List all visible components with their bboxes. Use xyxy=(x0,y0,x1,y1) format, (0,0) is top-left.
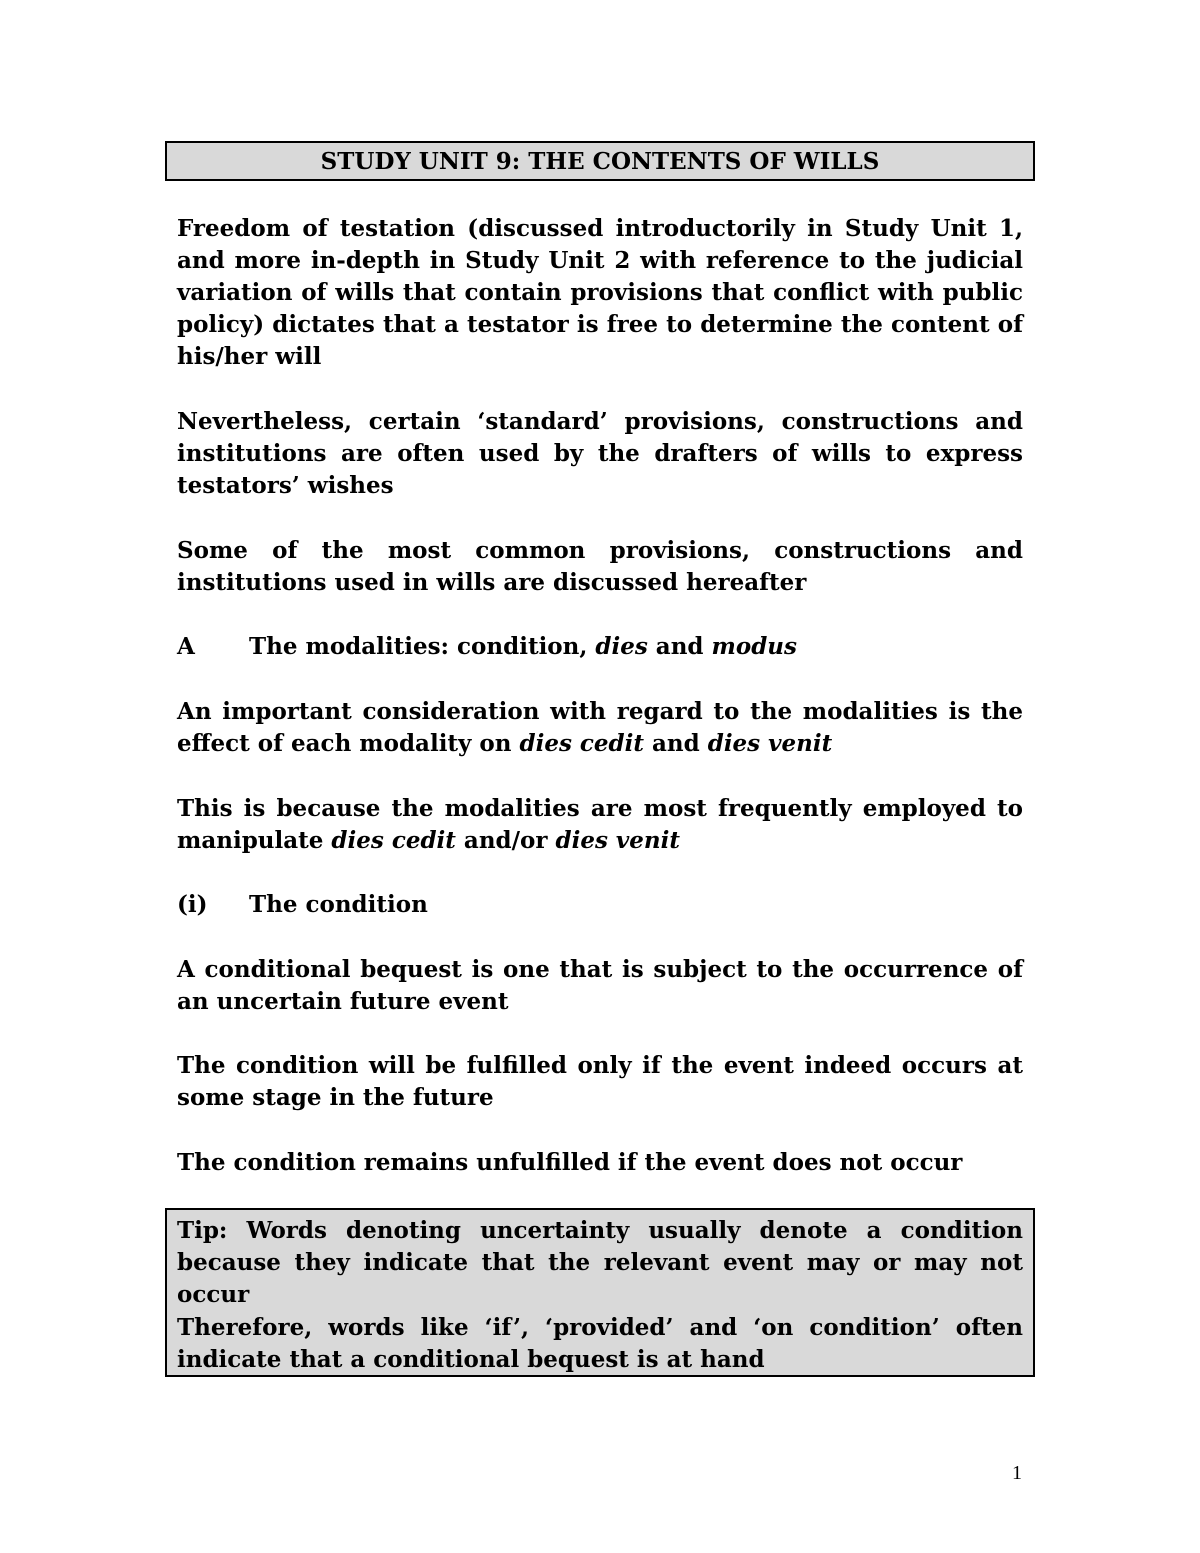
p5-dies-cedit: dies cedit xyxy=(331,827,456,854)
p4-dies-venit: dies venit xyxy=(707,730,833,757)
subsection-heading-text: The condition xyxy=(249,891,428,918)
tip-paragraph-uncertainty: Tip: Words denoting uncertainty usually denote a condition because they indicate that the relevant event may or may not occur xyxy=(177,1217,1023,1308)
section-heading-dies: dies xyxy=(595,633,648,660)
section-heading-and: and xyxy=(647,633,712,660)
p4-and: and xyxy=(644,730,708,757)
paragraph-freedom-of-testation: Freedom of testation (discussed introductorily in Study Unit 1, and more in-depth in Study Unit 2 with reference to the judicial variation of wills that contain provisions that conflict with public policy) dictates that a testator is free to determine the content of his/her will xyxy=(177,215,1023,370)
page-title-box xyxy=(165,141,1035,181)
p4-dies-cedit: dies cedit xyxy=(519,730,644,757)
subsection-heading-i xyxy=(177,889,1023,921)
tip-paragraph-words: Therefore, words like ‘if’, ‘provided’ and ‘on condition’ often indicate that a conditional bequest is at hand xyxy=(177,1314,1023,1373)
paragraph-condition-unfulfilled: The condition remains unfulfilled if the event does not occur xyxy=(177,1149,963,1176)
paragraph-condition-fulfilled: The condition will be fulfilled only if the event indeed occurs at some stage in the future xyxy=(177,1052,1023,1111)
page-title: STUDY UNIT 9: THE CONTENTS OF WILLS xyxy=(320,147,880,175)
tip-box xyxy=(165,1208,1035,1377)
paragraph-common-provisions: Some of the most common provisions, constructions and institutions used in wills are discussed hereafter xyxy=(177,537,1023,596)
paragraph-important-consideration xyxy=(177,696,1023,760)
p4-text: An important consideration with regard to the modalities is the effect of each modality on xyxy=(177,698,1023,757)
p5-text: This is because the modalities are most frequently employed to manipulate xyxy=(177,795,1023,854)
page-number: 1 xyxy=(1012,1462,1022,1484)
p5-dies-venit: dies venit xyxy=(555,827,681,854)
section-heading-modus: modus xyxy=(711,633,797,660)
section-heading-text: The modalities: condition, xyxy=(249,633,596,660)
paragraph-modalities-employed xyxy=(177,793,1023,857)
p5-andor: and/or xyxy=(455,827,556,854)
subsection-number: (i) xyxy=(177,891,208,918)
section-heading-a xyxy=(177,631,1023,663)
paragraph-conditional-bequest: A conditional bequest is one that is subject to the occurrence of an uncertain future event xyxy=(177,956,1023,1015)
paragraph-standard-provisions: Nevertheless, certain ‘standard’ provisions, constructions and institutions are often used by the drafters of wills to express testators’ wishes xyxy=(177,408,1023,499)
section-letter: A xyxy=(177,633,195,660)
